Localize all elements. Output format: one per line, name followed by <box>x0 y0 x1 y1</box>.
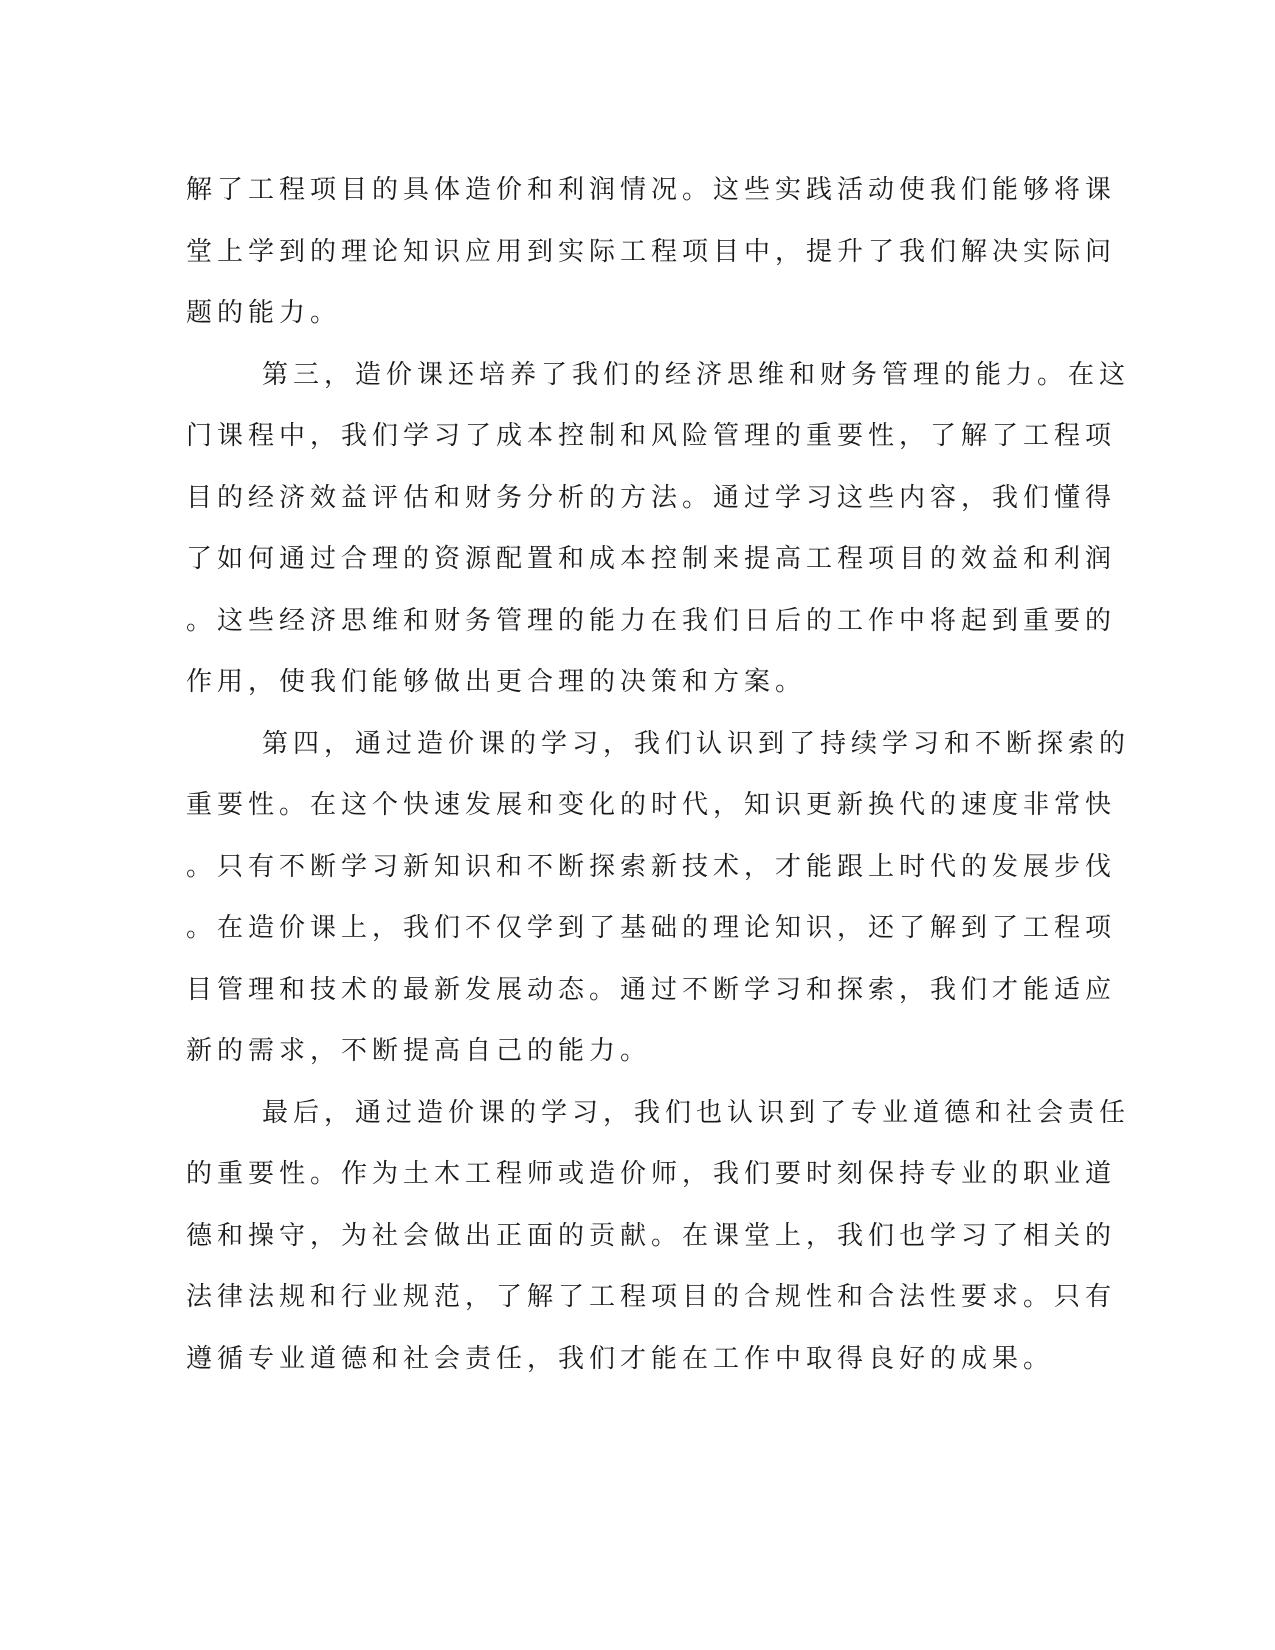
text-line: 门课程中，我们学习了成本控制和风险管理的重要性，了解了工程项 <box>186 421 1117 451</box>
text-line: 。在造价课上，我们不仅学到了基础的理论知识，还了解到了工程项 <box>186 913 1117 943</box>
text-line: 最后，通过造价课的学习，我们也认识到了专业道德和社会责任 <box>262 1097 1131 1128</box>
text-line: 题的能力。 <box>186 298 342 328</box>
paragraph <box>186 1083 1131 1391</box>
text-line: 目的经济效益评估和财务分析的方法。通过学习这些内容，我们懂得 <box>186 482 1117 513</box>
text-line: 重要性。在这个快速发展和变化的时代，知识更新换代的速度非常快 <box>186 790 1117 820</box>
text-line: 第三，造价课还培养了我们的经济思维和财务管理的能力。在这 <box>262 359 1131 390</box>
text-line: 新的需求，不断提高自己的能力。 <box>186 1036 652 1066</box>
text-line: 遵循专业道德和社会责任，我们才能在工作中取得良好的成果。 <box>186 1343 1055 1374</box>
paragraph <box>186 345 1131 714</box>
text-line: 的重要性。作为土木工程师或造价师，我们要时刻保持专业的职业道 <box>186 1159 1117 1189</box>
text-line: 了如何通过合理的资源配置和成本控制来提高工程项目的效益和利润 <box>186 544 1117 574</box>
text-line: 。这些经济思维和财务管理的能力在我们日后的工作中将起到重要的 <box>186 605 1117 636</box>
document-body <box>186 160 1131 1390</box>
text-line: 堂上学到的理论知识应用到实际工程项目中，提升了我们解决实际问 <box>186 236 1117 267</box>
paragraph <box>186 160 1117 345</box>
text-line: 第四，通过造价课的学习，我们认识到了持续学习和不断探索的 <box>262 728 1131 759</box>
paragraph <box>186 714 1131 1083</box>
text-line: 解了工程项目的具体造价和利润情况。这些实践活动使我们能够将课 <box>186 175 1117 205</box>
text-line: 德和操守，为社会做出正面的贡献。在课堂上，我们也学习了相关的 <box>186 1220 1117 1251</box>
text-line: 法律法规和行业规范，了解了工程项目的合规性和合法性要求。只有 <box>186 1282 1117 1312</box>
text-line: 作用，使我们能够做出更合理的决策和方案。 <box>186 667 807 697</box>
text-line: 。只有不断学习新知识和不断探索新技术，才能跟上时代的发展步伐 <box>186 851 1117 882</box>
text-line: 目管理和技术的最新发展动态。通过不断学习和探索，我们才能适应 <box>186 974 1117 1005</box>
